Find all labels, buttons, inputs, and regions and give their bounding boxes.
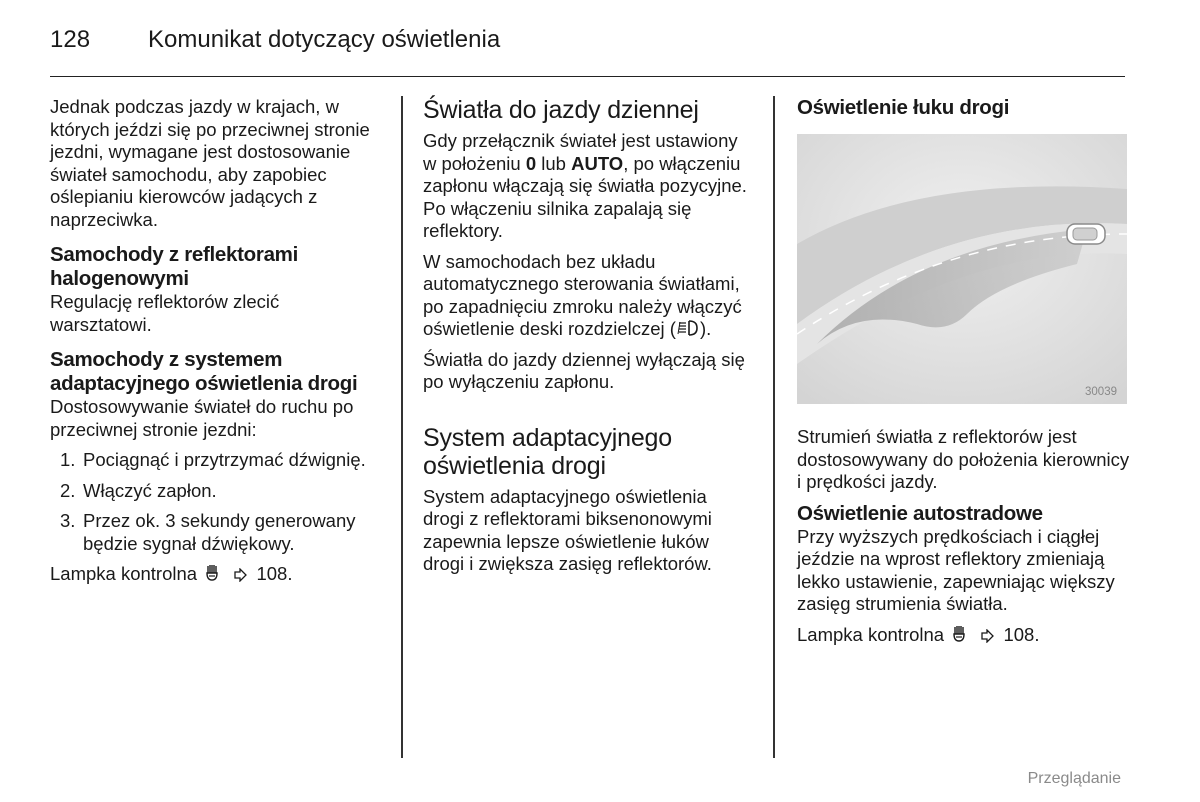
- curve-lighting-paragraph: Strumień światła z reflektorów jest dostosowywany do położenia kierownicy i prędkości jazdy.: [797, 426, 1130, 492]
- car-icon: [1067, 224, 1105, 244]
- switch-position-auto: AUTO: [571, 152, 624, 174]
- steps-list: [50, 449, 385, 555]
- halogen-paragraph: Regulację reflektorów zlecić warsztatowi.: [50, 291, 280, 335]
- drl-paragraph-2: W samochodach bez układu automatycznego sterowania światłami, po zapadnięciu zmroku należy włączyć oświetlenie deski rozdzielczej ( ).: [423, 250, 742, 339]
- instrument-illumination-icon: [677, 319, 699, 337]
- page-reference-arrow-icon: [233, 568, 247, 582]
- column-3: [797, 96, 1132, 654]
- list-item: 2. Włączyć zapłon.: [60, 479, 217, 501]
- afl-heading: System adaptacyjnego oświetlenia drogi: [423, 423, 672, 480]
- highway-lighting-paragraph: Przy wyższych prędkościach i ciągłej jeździe na wprost reflektory zmieniają lekko ustawienie, zapewniając większy zasięg strumienia światła.: [797, 525, 1115, 614]
- road-curve-illustration: [797, 134, 1127, 404]
- afl-paragraph: System adaptacyjnego oświetlenia drogi z reflektorami biksenonowymi zapewnia lepsze oświetlenie łuków drogi i zwiększa zasięg reflektorów.: [423, 485, 712, 574]
- column-divider: [401, 96, 403, 758]
- intro-paragraph: Jednak podczas jazdy w krajach, w których jeździ się po przeciwnej stronie jezdni, wymagane jest dostosowanie świateł samochodu, aby zapobiec oślepianiu kierowców jadących z naprzeciwka.: [50, 96, 370, 230]
- highway-lighting-heading: Oświetlenie autostradowe: [797, 501, 1043, 525]
- figure-number: 30039: [1085, 386, 1117, 398]
- list-item: 3. Przez ok. 3 sekundy generowany będzie sygnał dźwiękowy.: [60, 510, 356, 554]
- page-header: [50, 22, 1125, 77]
- control-lamp-reference: Lampka kontrolna 108.: [797, 623, 1040, 645]
- control-lamp-reference: Lampka kontrolna 108.: [50, 563, 293, 584]
- drl-heading: Światła do jazdy dziennej: [423, 96, 699, 124]
- drl-paragraph-3: Światła do jazdy dziennej wyłączają się po wyłączeniu zapłonu.: [423, 348, 745, 392]
- page-title: Komunikat dotyczący oświetlenia: [148, 26, 501, 53]
- curve-lighting-heading: Oświetlenie łuku drogi: [797, 96, 1010, 119]
- column-2: [423, 96, 753, 584]
- list-item: 1. Pociągnąć i przytrzymać dźwignię.: [60, 449, 366, 470]
- adaptive-paragraph: Dostosowywanie świateł do ruchu po przeciwnej stronie jezdni:: [50, 396, 354, 440]
- headlight-leveling-icon: [951, 625, 969, 643]
- page-reference-arrow-icon: [980, 629, 994, 643]
- adaptive-heading: Samochody z systemem adaptacyjnego oświetlenia drogi: [50, 348, 358, 395]
- halogen-heading: Samochody z reflektorami halogenowymi: [50, 243, 298, 290]
- column-1: [50, 96, 385, 594]
- browse-link[interactable]: Przeglądanie: [1027, 770, 1121, 787]
- drl-paragraph-1: Gdy przełącznik świateł jest ustawiony w położeniu 0 lub AUTO, po włączeniu zapłonu włączają się światła pozycyjne. Po włączeniu silnika zapalają się reflektory.: [423, 130, 747, 241]
- page-number: 128: [50, 26, 91, 53]
- headlight-leveling-icon: [204, 564, 222, 582]
- column-divider: [773, 96, 775, 758]
- curve-lighting-illustration: [797, 134, 1127, 404]
- switch-position-zero: 0: [525, 152, 537, 174]
